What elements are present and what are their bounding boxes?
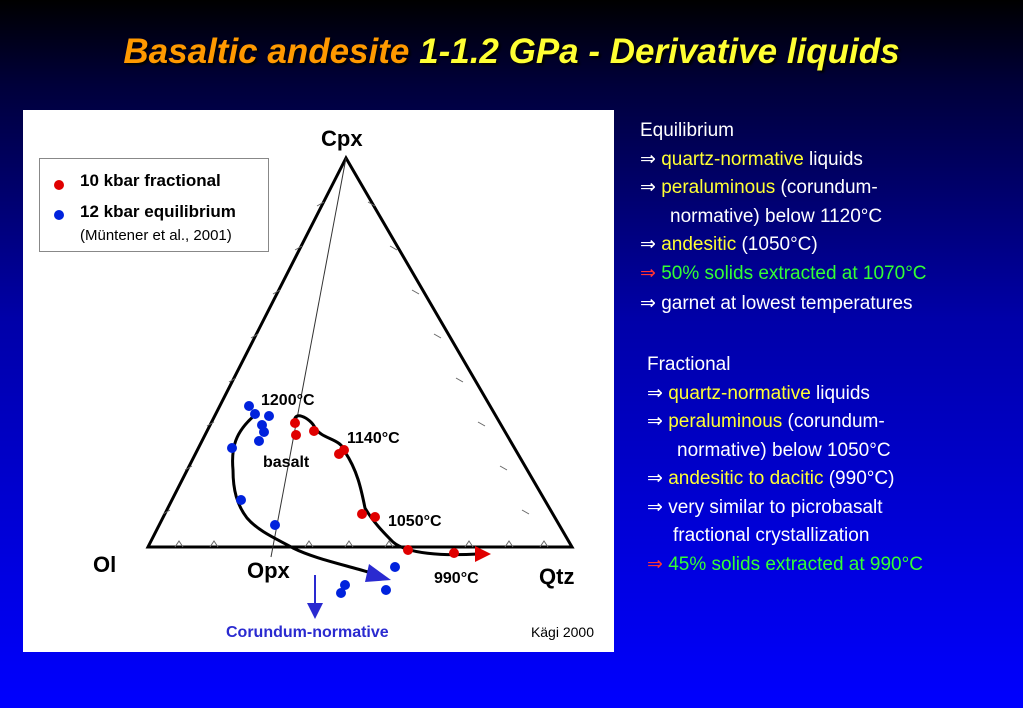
implies-arrow-icon: ⇒	[647, 411, 663, 432]
equilibrium-arrow-icon	[365, 564, 391, 582]
fractional-point	[290, 418, 300, 428]
apex-label-qtz: Qtz	[539, 564, 575, 589]
fractional-point	[309, 426, 319, 436]
fractional-item-4-cont: fractional crystallization	[673, 525, 870, 546]
implies-arrow-icon: ⇒	[640, 148, 656, 170]
legend-fractional-label: 10 kbar fractional	[80, 171, 221, 190]
implies-arrow-icon: ⇒	[640, 177, 656, 198]
figure-credit: Kägi 2000	[530, 624, 594, 640]
implies-arrow-icon: ⇒	[647, 496, 663, 518]
equilibrium-point	[336, 588, 346, 598]
title-conditions: 1-1.2 GPa - Derivative liquids	[419, 32, 900, 71]
equilibrium-item-2-cont: normative) below 1120°C	[670, 205, 883, 227]
equilibrium-point	[264, 411, 274, 421]
equilibrium-point	[381, 585, 391, 595]
fractional-point	[403, 545, 413, 555]
equilibrium-point	[259, 427, 269, 437]
legend-red-dot-icon	[54, 180, 64, 190]
cpx-opx-tie-line	[271, 158, 346, 557]
label-1140c: 1140°C	[347, 430, 400, 447]
equilibrium-point	[236, 495, 246, 505]
title-rock-name: Basaltic andesite	[123, 32, 410, 71]
equilibrium-point	[270, 520, 280, 530]
fractional-item-1: ⇒ quartz-normative liquids	[647, 382, 870, 404]
label-1050c: 1050°C	[388, 513, 442, 530]
fractional-item-5: ⇒ 45% solids extracted at 990°C	[647, 553, 923, 575]
fractional-panel	[647, 351, 923, 579]
apex-label-ol: Ol	[93, 552, 117, 577]
equilibrium-item-2: ⇒ peraluminous (corundum-	[640, 177, 878, 198]
equilibrium-heading: Equilibrium	[640, 120, 734, 141]
equilibrium-point	[390, 562, 400, 572]
ternary-diagram-figure	[23, 110, 614, 652]
equilibrium-point	[227, 443, 237, 453]
implies-arrow-icon: ⇒	[647, 468, 663, 489]
equilibrium-panel	[640, 117, 927, 319]
fractional-item-2-cont: normative) below 1050°C	[677, 439, 891, 461]
legend-citation: (Müntener et al., 2001)	[80, 227, 232, 244]
apex-label-cpx: Cpx	[321, 126, 363, 151]
implies-arrow-icon: ⇒	[647, 553, 663, 575]
fractional-point	[291, 430, 301, 440]
implies-arrow-icon: ⇒	[640, 293, 656, 314]
fractional-heading: Fractional	[647, 354, 731, 375]
label-basalt: basalt	[263, 454, 310, 471]
equilibrium-point	[254, 436, 264, 446]
implies-arrow-icon: ⇒	[640, 234, 656, 255]
equilibrium-item-4: ⇒ 50% solids extracted at 1070°C	[640, 262, 927, 284]
tick-marks	[163, 202, 548, 547]
equilibrium-item-5: ⇒ garnet at lowest temperatures	[640, 293, 913, 314]
implies-arrow-icon: ⇒	[640, 262, 656, 284]
equilibrium-point	[244, 401, 254, 411]
label-corundum-normative: Corundum-normative	[226, 624, 389, 641]
fractional-item-2: ⇒ peraluminous (corundum-	[647, 411, 885, 432]
equilibrium-item-3: ⇒ andesitic (1050°C)	[640, 234, 818, 255]
label-opx: Opx	[247, 558, 290, 583]
fractional-item-3: ⇒ andesitic to dacitic (990°C)	[647, 468, 895, 489]
implies-arrow-icon: ⇒	[647, 382, 663, 404]
legend-blue-dot-icon	[54, 210, 64, 220]
equilibrium-point	[250, 409, 260, 419]
slide-title	[0, 32, 1023, 72]
label-990c: 990°C	[434, 570, 479, 587]
fractional-point	[449, 548, 459, 558]
fractional-item-4: ⇒ very similar to picrobasalt	[647, 496, 883, 518]
label-1200c: 1200°C	[261, 392, 315, 409]
legend	[39, 158, 269, 252]
fractional-point	[370, 512, 380, 522]
legend-equilibrium-label: 12 kbar equilibrium	[80, 202, 236, 221]
fractional-point	[357, 509, 367, 519]
equilibrium-item-1: ⇒ quartz-normative liquids	[640, 148, 863, 170]
